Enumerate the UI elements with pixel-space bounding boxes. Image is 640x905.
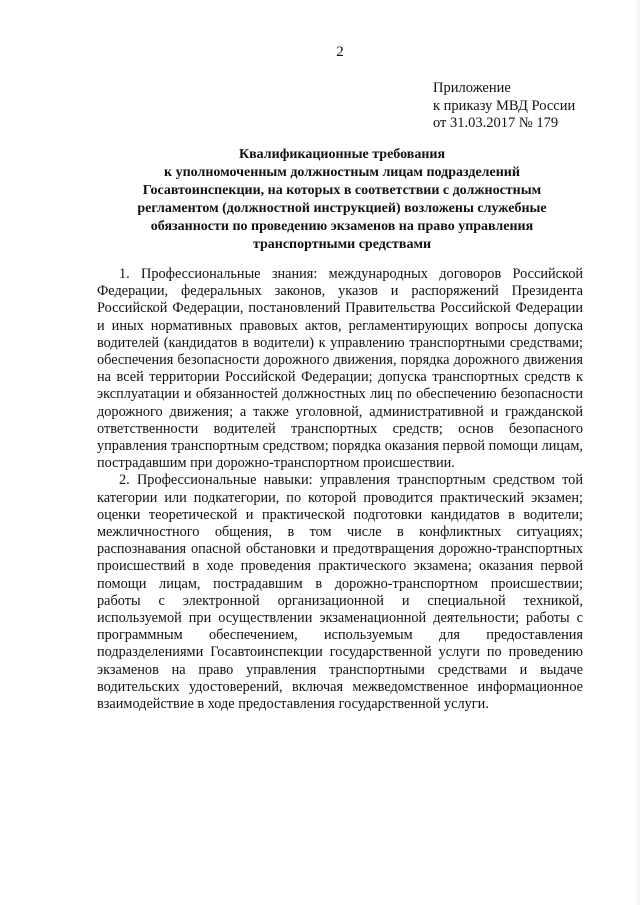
title-line: транспортными средствами xyxy=(252,237,432,252)
document-title xyxy=(108,146,576,254)
appendix-line: к приказу МВД России xyxy=(433,97,576,114)
appendix-line: Приложение xyxy=(433,80,511,96)
page-number: 2 xyxy=(336,44,344,60)
appendix-line: от 31.03.2017 № 179 xyxy=(433,115,559,131)
title-line: регламентом (должностной инструкцией) возложены служебные xyxy=(137,201,547,216)
title-line: Госавтоинспекции, на которых в соответствии с должностным xyxy=(142,183,542,198)
title-line: обязанности по проведению экзаменов на право управления xyxy=(150,219,534,234)
title-line: к уполномоченным должностным лицам подразделений xyxy=(164,165,520,180)
document-body xyxy=(97,266,583,713)
paragraph-professional-knowledge: 1. Профессиональные знания: международных договоров Российской Федерации, федеральных законов, указов и распоряжений Президента Российской Федерации, постановлений Правительства Российской Федерации и иных нормативных правовых актов, регламентирующих вопросы допуска водителей (кандидатов в водители) к управлению транспортными средствами; обеспечения безопасности дорожного движения, порядка дорожного движения на всей территории Российской Федерации; допуска транспортных средств к эксплуатации и обязанностей должностных лиц по обеспечению безопасности дорожного движения; а также уголовной, административной и гражданской ответственности водителей транспортных средств; основ безопасного управления транспортным средством; порядка оказания первой помощи лицам, пострадавшим при дорожно-транспортном происшествии. xyxy=(97,266,583,472)
scan-edge-shadow xyxy=(634,0,640,905)
title-line: Квалификационные требования xyxy=(238,147,446,162)
appendix-stamp xyxy=(433,80,575,133)
paragraph-professional-skills: 2. Профессиональные навыки: управления транспортным средством той категории или подкатегории, по которой проводится практический экзамен; оценки теоретической и практической подготовки кандидатов в водители; межличностного общения, в том числе в конфликтных ситуациях; распознавания опасной обстановки и предотвращения дорожно-транспортных происшествий в ходе проведения практического экзамена; оказания первой помощи лицам, пострадавшим в дорожно-транспортном происшествии; работы с электронной организационной и специальной техникой, используемой при осуществлении экзаменационной деятельности; работы с программным обеспечением, используемым для предоставления подразделениями Госавтоинспекции государственной услуги по проведению экзаменов на право управления транспортными средствами и выдаче водительских удостоверений, включая межведомственное информационное взаимодействие в ходе предоставления государственной услуги. xyxy=(97,472,583,713)
